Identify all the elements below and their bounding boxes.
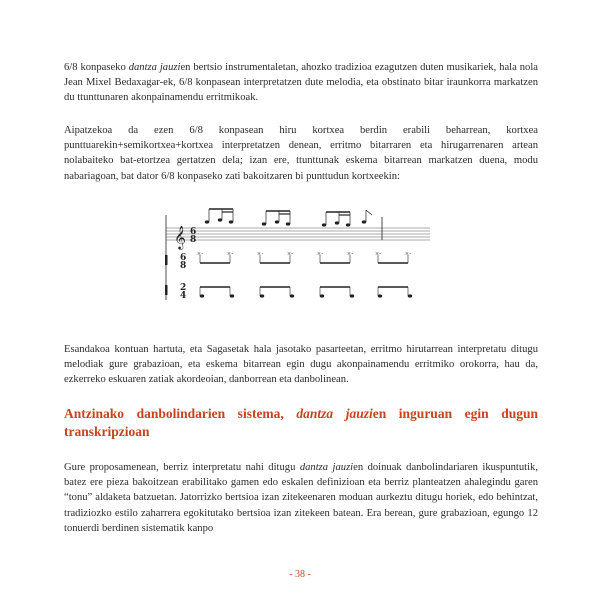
melody-notes [205, 209, 382, 240]
paragraph-2: Aipatzekoa da ezen 6/8 konpasean hiru kortxea berdin erabili beharrean, kortxea punttuarekin+semikortxea+kortxea interpretatzen denean, erritmo bitarraren eta hirugarrenaren artean nolabaiteko bat-etortzea gertatzen dela; izan ere, ttunttunak eskema bitarrean markatzen duena, modu nabariagoan, bat dator 6/8 konpaseko zati bakoitzaren bi punttudun kortxeekin: [64, 125, 538, 182]
time-signature-bottom: 8 [190, 235, 197, 245]
section-heading-italic-term: dantza jauzi [296, 406, 373, 421]
paragraph-4-text-a: Gure proposamenean, berriz interpretatu nahi ditugu [64, 462, 300, 473]
percussion-clef-2-icon [165, 285, 168, 295]
paragraph-1 [64, 60, 538, 106]
rhythm-line-1 [197, 250, 411, 263]
svg-text:×·: ×· [227, 250, 234, 258]
rhythm-score [160, 200, 440, 310]
paragraph-1-text-c: en bertsio instrumentaletan, ahozko tradizioa ezagutzen duten musikariek, hala nola Jean Mixel Bedaxagar-ek, 6/8 konpasean interpretatzen dute melodia, eta obstinato bitar iraunkorra markatzen du ttunttunaren akonpainamendu erritmikoak. [64, 62, 538, 104]
time-signature-top: 6 [190, 227, 197, 237]
section-heading [64, 405, 538, 441]
paragraph-1-italic-term: dantza jauzi [128, 62, 181, 73]
svg-text:×·: ×· [257, 250, 264, 258]
paragraph-4-italic-term: dantza jauzi [299, 462, 354, 473]
page-number: - 38 - [289, 569, 311, 580]
paragraph-3: Esandakoa kontuan hartuta, eta Sagasetak hala jasotako pasarteetan, erritmo hirutarrean interpretatu ditugu melodiak gure grabazioan, eta eskema bitarrean egin dugu akonpainamendu erritmiko orokorra, hau da, ezkerreko eskuaren zatiak akordeoian, danborrean eta danbolinean. [64, 344, 538, 386]
melody-staff [166, 228, 430, 240]
section-heading-text-c: en inguruan egin dugun transkripzioan [64, 406, 538, 439]
svg-text:×·: ×· [347, 250, 354, 258]
svg-text:×·: ×· [197, 250, 204, 258]
svg-text:×·: ×· [375, 250, 382, 258]
treble-clef-icon: 𝄞 [174, 225, 186, 249]
time-signature-3-bottom: 4 [180, 291, 187, 301]
paragraph-4 [64, 460, 538, 536]
time-signature-2-bottom: 8 [180, 261, 187, 271]
time-signature-3-top: 2 [180, 283, 187, 293]
time-signature-2-top: 6 [180, 253, 187, 263]
rhythm-line-2 [200, 287, 412, 298]
paragraph-1-text-a: 6/8 konpaseko [64, 62, 129, 73]
section-heading-text-a: Antzinako danbolindarien sistema, [64, 406, 297, 421]
percussion-clef-1-icon [165, 255, 168, 265]
paragraph-4-text-c: en doinuak danbolindariaren ikuspuntutik, batez ere pieza bakoitzean erabilitako gamen edo eskalen definizioan eta berriz planteatzen ahalegindu garen “tonu” aldaketa batzuetan. Jatorrizko bertsioa izan zitekeenaren moduan aurkeztu ditugu horiek, edo behintzat, tradiziozko estilo zaharrera egokitutako bertsioa izan zitekeen batean. Era berean, gure grabazioan, egungo 12 tonuerdi berdinen sistematik kanpo [64, 462, 538, 534]
svg-text:×·: ×· [405, 250, 412, 258]
svg-text:×·: ×· [287, 250, 294, 258]
svg-text:×·: ×· [317, 250, 324, 258]
